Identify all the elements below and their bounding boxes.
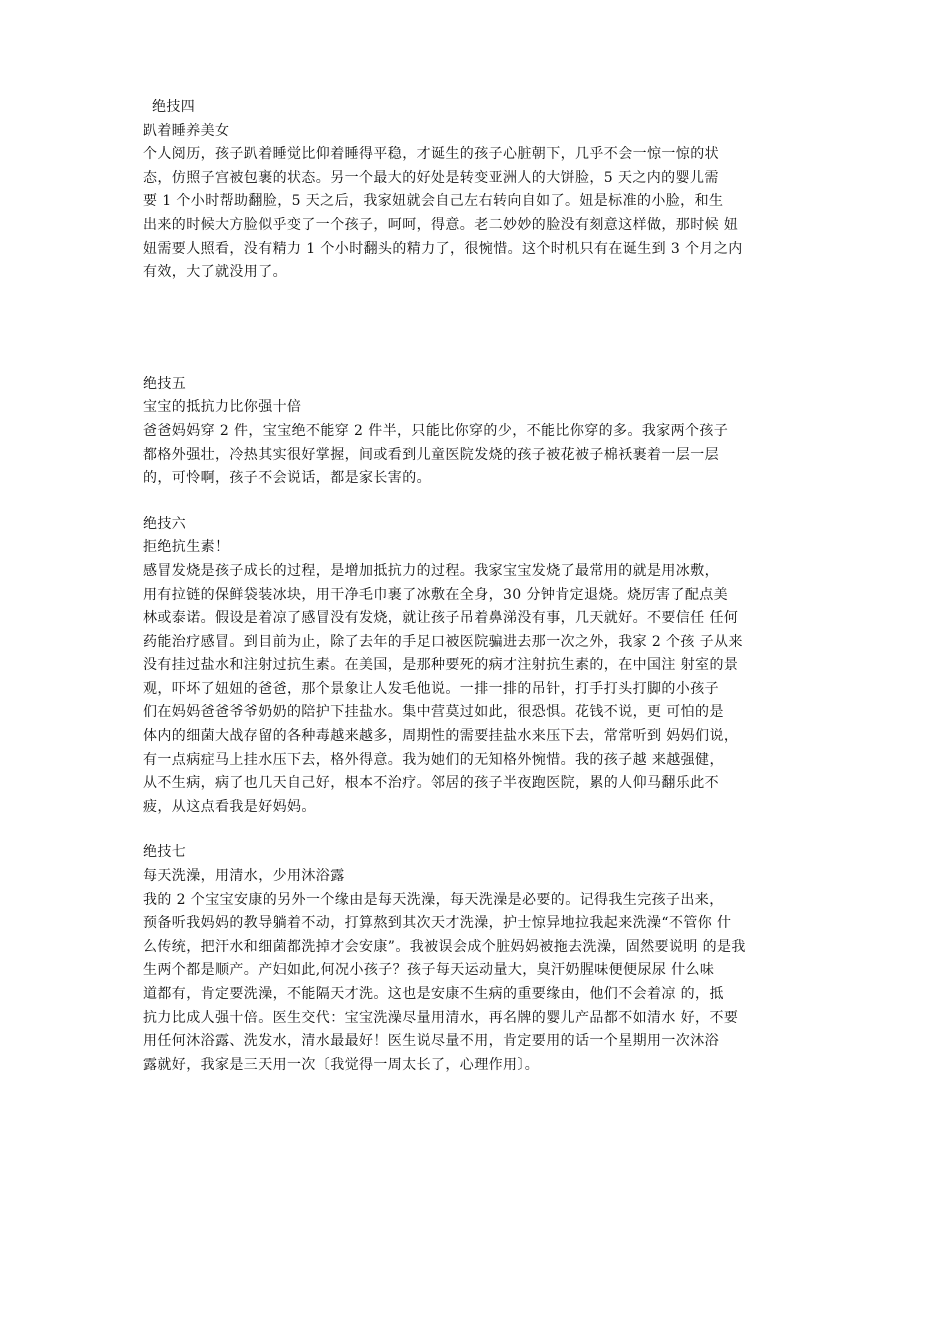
paragraph-line: 没有挂过盐水和注射过抗生素。在美国，是那种要死的病才注射抗生素的，在中国注 射室的景 <box>143 657 739 674</box>
paragraph-line: 态，仿照子宫被包裹的状态。另一个最大的好处是转变亚洲人的大饼脸，5 天之内的婴儿需 <box>143 169 719 186</box>
paragraph-line: 们在妈妈爸爸爷爷奶奶的陪护下挂盐水。集中营莫过如此，很恐惧。花钱不说，更 可怕的是 <box>143 704 724 721</box>
section-6 <box>143 513 808 820</box>
paragraph-line: 感冒发烧是孩子成长的过程，是增加抵抗力的过程。我家宝宝发烧了最常用的就是用冰敷， <box>143 562 719 579</box>
section-gap <box>143 329 808 373</box>
paragraph-line: 露就好，我家是三天用一次〔我觉得一周太长了，心理作用〕。 <box>143 1056 540 1073</box>
paragraph-line: 么传统，把汗水和细菌都洗掉才会安康”。我被误会成个脏妈妈被拖去洗澡，固然要说明 的是我 <box>143 938 746 955</box>
paragraph-line: 疲，从这点看我是好妈妈。 <box>143 798 316 815</box>
section-5 <box>143 373 808 491</box>
paragraph-line: 体内的细菌大战存留的各种毒越来越多，周期性的需要挂盐水来压下去，常常听到 妈妈们说， <box>143 728 739 745</box>
section-7 <box>143 841 808 1077</box>
paragraph-line: 道都有，肯定要洗澡，不能隔天才洗。这也是安康不生病的重要缘由，他们不会着凉 的，抵 <box>143 986 724 1002</box>
paragraph-line: 抗力比成人强十倍。医生交代：宝宝洗澡尽量用清水，再名牌的婴儿产品都不如清水 好，不要 <box>143 1009 739 1026</box>
paragraph-line: 预备听我妈妈的教导躺着不动，打算熬到其次天才洗澡，护士惊异地拉我起来洗澡“不管你 什 <box>143 915 732 932</box>
paragraph-line: 妞需要人照看，没有精力 1 个小时翻头的精力了，很惋惜。这个时机只有在诞生到 3 个月之内 <box>143 240 743 257</box>
section-gap <box>143 819 808 841</box>
paragraph-line: 要 1 个小时帮助翻脸，5 天之后，我家妞就会自己左右转向自如了。妞是标准的小脸，和生 <box>143 193 724 210</box>
section-title: 绝技四 <box>152 99 196 115</box>
paragraph-line: 出来的时候大方脸似乎变了一个孩子，呵呵，得意。老二妙妙的脸没有刻意这样做，那时候 妞 <box>143 216 739 233</box>
section-title: 绝技五 <box>143 375 187 392</box>
paragraph-line: 生两个都是顺产。产妇如此,何况小孩子？孩子每天运动量大，臭汗奶腥味便便尿尿 什么味 <box>143 962 715 979</box>
paragraph-line: 个人阅历，孩子趴着睡觉比仰着睡得平稳，才诞生的孩子心脏朝下，几乎不会一惊一惊的状 <box>143 146 719 163</box>
paragraph-line: 从不生病，病了也几天自己好，根本不治疗。邻居的孩子半夜跑医院，累的人仰马翻乐此不 <box>143 775 719 792</box>
section-subtitle: 宝宝的抵抗力比你强十倍 <box>143 399 302 416</box>
paragraph-line: 爸爸妈妈穿 2 件，宝宝绝不能穿 2 件半，只能比你穿的少，不能比你穿的多。我家两个孩子 <box>143 422 729 439</box>
section-gap <box>143 285 808 329</box>
paragraph-line: 有一点病症马上挂水压下去，格外得意。我为她们的无知格外惋惜。我的孩子越 来越强健， <box>143 751 724 768</box>
paragraph-line: 药能治疗感冒。到目前为止，除了去年的手足口被医院骗进去那一次之外，我家 2 个孩 子从来 <box>143 633 743 650</box>
section-4 <box>143 96 808 285</box>
paragraph-line: 观，吓坏了妞妞的爸爸，那个景象让人发毛他说。一排一排的吊针，打手打头打脚的小孩子 <box>143 680 719 697</box>
paragraph-line: 我的 2 个宝宝安康的另外一个缘由是每天洗澡，每天洗澡是必要的。记得我生完孩子出来， <box>143 891 724 908</box>
section-subtitle: 每天洗澡，用清水，少用沐浴露 <box>143 868 345 885</box>
section-subtitle: 拒绝抗生素！ <box>143 539 230 556</box>
document-page <box>143 96 808 1077</box>
section-title: 绝技七 <box>143 844 187 861</box>
section-subtitle: 趴着睡养美女 <box>143 122 230 139</box>
paragraph-line: 用有拉链的保鲜袋装冰块，用干净毛巾裹了冰敷在全身，30 分钟肯定退烧。烧厉害了配点美 <box>143 586 729 603</box>
paragraph-line: 的，可怜啊，孩子不会说话，都是家长害的。 <box>143 470 431 487</box>
paragraph-line: 有效，大了就没用了。 <box>143 264 287 281</box>
paragraph-line: 都格外强壮，冷热其实很好掌握，间或看到儿童医院发烧的孩子被花被子棉袄裹着一层一层 <box>143 446 719 463</box>
paragraph-line: 用任何沐浴露、洗发水，清水最最好！医生说尽量不用，肯定要用的话一个星期用一次沐浴 <box>143 1033 719 1050</box>
section-gap <box>143 491 808 513</box>
paragraph-line: 林或泰诺。假设是着凉了感冒没有发烧，就让孩子吊着鼻涕没有事，几天就好。不要信任 任何 <box>143 610 739 627</box>
section-title: 绝技六 <box>143 515 187 532</box>
